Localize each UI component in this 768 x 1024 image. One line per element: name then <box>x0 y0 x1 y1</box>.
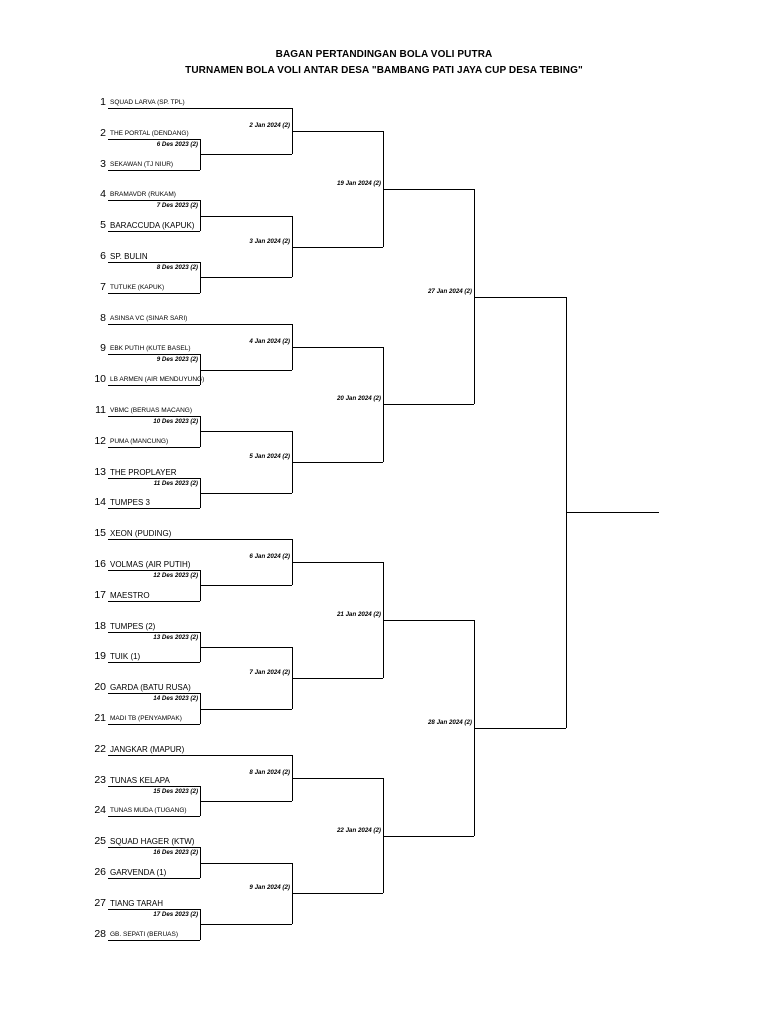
team-name: GARDA (BATU RUSA) <box>110 683 191 693</box>
team-seed-number: 5 <box>100 219 106 232</box>
match-date-round1: 15 Des 2023 (2) <box>153 787 198 795</box>
match-date-round1: 14 Des 2023 (2) <box>153 695 198 703</box>
team-name: VOLMAS (AIR PUTIH) <box>110 560 191 569</box>
match-date-round1: 8 Des 2023 (2) <box>156 264 198 271</box>
round2-feed-line <box>200 370 292 371</box>
match-date-round1: 6 Des 2023 (2) <box>156 140 198 148</box>
team-seed-number: 10 <box>94 373 106 386</box>
team-name: SP. BULIN <box>110 252 148 261</box>
page-subtitle: TURNAMEN BOLA VOLI ANTAR DESA "BAMBANG PATI JAYA CUP DESA TEBING" <box>185 65 583 76</box>
team-underline <box>108 200 200 201</box>
match-date-round3: 22 Jan 2024 (2) <box>336 826 381 834</box>
match-date-round4: 27 Jan 2024 (2) <box>427 287 472 295</box>
match-date-round1: 7 Des 2023 (2) <box>156 202 198 210</box>
team-seed-number: 28 <box>94 927 106 940</box>
team-name: BARACCUDA (KAPUK) <box>110 221 195 231</box>
round2-feed-line <box>200 709 292 710</box>
team-name: SEKAWAN (TJ NIUR) <box>110 160 174 168</box>
round3-feed-line <box>292 247 383 248</box>
team-seed-number: 6 <box>100 250 106 262</box>
team-name: VBMC (BERUAS MACANG) <box>110 407 192 414</box>
champion-line <box>566 512 659 513</box>
team-underline <box>108 508 200 509</box>
team-seed-number: 2 <box>100 126 106 139</box>
match-date-round2: 6 Jan 2024 (2) <box>249 553 290 561</box>
team-name: GB. SEPATI (BERUAS) <box>110 930 179 938</box>
match-date-round3: 20 Jan 2024 (2) <box>336 395 381 403</box>
team-seed-number: 14 <box>94 496 106 509</box>
match-date-round2: 2 Jan 2024 (2) <box>249 122 290 130</box>
team-name: BRAMAVDR (RUKAM) <box>110 191 176 199</box>
round2-feed-line <box>200 647 292 648</box>
team-underline <box>108 601 200 602</box>
team-underline <box>108 878 200 879</box>
team-underline <box>108 478 200 479</box>
team-seed-number: 12 <box>94 434 106 447</box>
team-underline <box>108 139 200 140</box>
round4-feed-line <box>383 189 474 190</box>
team-name: SQUAD HAGER (KTW) <box>110 837 195 847</box>
team-name: TUIK (1) <box>110 652 141 662</box>
team-seed-number: 16 <box>94 558 106 570</box>
page-title: BAGAN PERTANDINGAN BOLA VOLI PUTRA <box>275 49 493 60</box>
round4-feed-line <box>383 620 474 621</box>
round2-feed-line <box>200 154 292 155</box>
round2-feed-line <box>200 324 292 325</box>
round2-feed-line <box>200 493 292 494</box>
round2-feed-line <box>200 108 292 109</box>
team-name: THE PROPLAYER <box>110 467 177 477</box>
match-date-round2: 9 Jan 2024 (2) <box>249 884 290 892</box>
team-underline <box>108 632 200 633</box>
team-underline <box>108 324 200 325</box>
team-seed-number: 9 <box>100 342 106 355</box>
team-seed-number: 24 <box>94 804 106 817</box>
round2-feed-line <box>200 277 292 278</box>
round3-feed-line <box>292 131 383 132</box>
match-date-round2: 4 Jan 2024 (2) <box>249 337 290 345</box>
team-underline <box>108 693 200 694</box>
team-seed-number: 19 <box>94 650 106 663</box>
team-seed-number: 25 <box>94 835 106 848</box>
team-name: PUMA (MANCUNG) <box>110 437 169 445</box>
match-date-round1: 13 Des 2023 (2) <box>153 633 198 641</box>
team-underline <box>108 293 200 294</box>
round4-feed-line <box>383 404 474 405</box>
team-underline <box>108 847 200 848</box>
team-name: XEON (PUDING) <box>110 529 172 539</box>
team-name: TUNAS MUDA (TUGANG) <box>110 807 187 815</box>
team-seed-number: 21 <box>94 712 106 724</box>
team-seed-number: 1 <box>100 96 106 108</box>
team-name: THE PORTAL (DENDANG) <box>110 129 189 137</box>
team-underline <box>108 262 200 263</box>
match-date-round3: 21 Jan 2024 (2) <box>336 611 381 619</box>
round2-feed-line <box>200 801 292 802</box>
round3-feed-line <box>292 893 383 894</box>
team-name: TUTUKE (KAPUK) <box>110 283 165 291</box>
match-date-round2: 5 Jan 2024 (2) <box>249 453 290 461</box>
team-underline <box>108 755 200 756</box>
team-underline <box>108 416 200 417</box>
team-underline <box>108 108 200 109</box>
round2-feed-line <box>200 924 292 925</box>
team-underline <box>108 909 200 910</box>
round2-feed-line <box>200 585 292 586</box>
team-name: SQUAD LARVA (SP. TPL) <box>110 99 185 106</box>
round2-feed-line <box>200 216 292 217</box>
match-date-round2: 3 Jan 2024 (2) <box>249 237 290 245</box>
team-underline <box>108 570 200 571</box>
match-date-round1: 17 Des 2023 (2) <box>153 910 198 918</box>
team-seed-number: 26 <box>94 866 106 878</box>
team-seed-number: 18 <box>94 619 106 632</box>
team-underline <box>108 816 200 817</box>
team-seed-number: 4 <box>100 188 106 201</box>
team-seed-number: 22 <box>94 742 106 755</box>
round3-feed-line <box>292 462 383 463</box>
team-seed-number: 17 <box>94 588 106 601</box>
team-seed-number: 7 <box>100 280 106 293</box>
final-feed-line <box>474 728 566 729</box>
round2-feed-line <box>200 539 292 540</box>
team-underline <box>108 940 200 941</box>
round3-feed-line <box>292 678 383 679</box>
match-date-round1: 12 Des 2023 (2) <box>153 572 198 579</box>
round3-feed-line <box>292 562 383 563</box>
match-date-round4: 28 Jan 2024 (2) <box>427 718 472 726</box>
team-underline <box>108 539 200 540</box>
round2-feed-line <box>200 863 292 864</box>
round4-feed-line <box>383 836 474 837</box>
round3-feed-line <box>292 778 383 779</box>
match-date-round1: 16 Des 2023 (2) <box>153 849 198 857</box>
team-name: TUMPES (2) <box>110 621 156 631</box>
team-name: JANGKAR (MAPUR) <box>110 744 185 754</box>
match-date-round1: 9 Des 2023 (2) <box>156 356 198 364</box>
team-underline <box>108 170 200 171</box>
team-name: MADI TB (PENYAMPAK) <box>110 715 182 722</box>
team-name: GARVENDA (1) <box>110 868 167 877</box>
match-date-round1: 10 Des 2023 (2) <box>153 418 198 425</box>
round2-feed-line <box>200 755 292 756</box>
team-seed-number: 15 <box>94 527 106 540</box>
match-date-round2: 7 Jan 2024 (2) <box>249 668 290 676</box>
team-underline <box>108 231 200 232</box>
team-underline <box>108 724 200 725</box>
team-underline <box>108 385 200 386</box>
team-name: TIANG TARAH <box>110 898 164 908</box>
team-name: LB ARMEN (AIR MENDUYUNG) <box>110 376 205 384</box>
team-name: ASINSA VC (SINAR SARI) <box>110 314 188 322</box>
match-date-round3: 19 Jan 2024 (2) <box>336 179 381 187</box>
team-name: TUMPES 3 <box>110 498 151 508</box>
final-feed-line <box>474 297 566 298</box>
round2-feed-line <box>200 431 292 432</box>
team-underline <box>108 447 200 448</box>
team-seed-number: 20 <box>94 681 106 694</box>
team-underline <box>108 662 200 663</box>
match-date-round2: 8 Jan 2024 (2) <box>249 768 290 776</box>
team-seed-number: 13 <box>94 465 106 478</box>
round3-feed-line <box>292 347 383 348</box>
team-seed-number: 3 <box>100 157 106 170</box>
team-name: MAESTRO <box>110 590 150 600</box>
team-seed-number: 8 <box>100 311 106 324</box>
team-name: EBK PUTIH (KUTE BASEL) <box>110 345 191 353</box>
team-seed-number: 27 <box>94 896 106 909</box>
team-seed-number: 11 <box>95 404 106 416</box>
team-name: TUNAS KELAPA <box>110 775 170 785</box>
team-underline <box>108 786 200 787</box>
team-underline <box>108 354 200 355</box>
match-date-round1: 11 Des 2023 (2) <box>153 479 198 487</box>
team-seed-number: 23 <box>94 773 106 786</box>
